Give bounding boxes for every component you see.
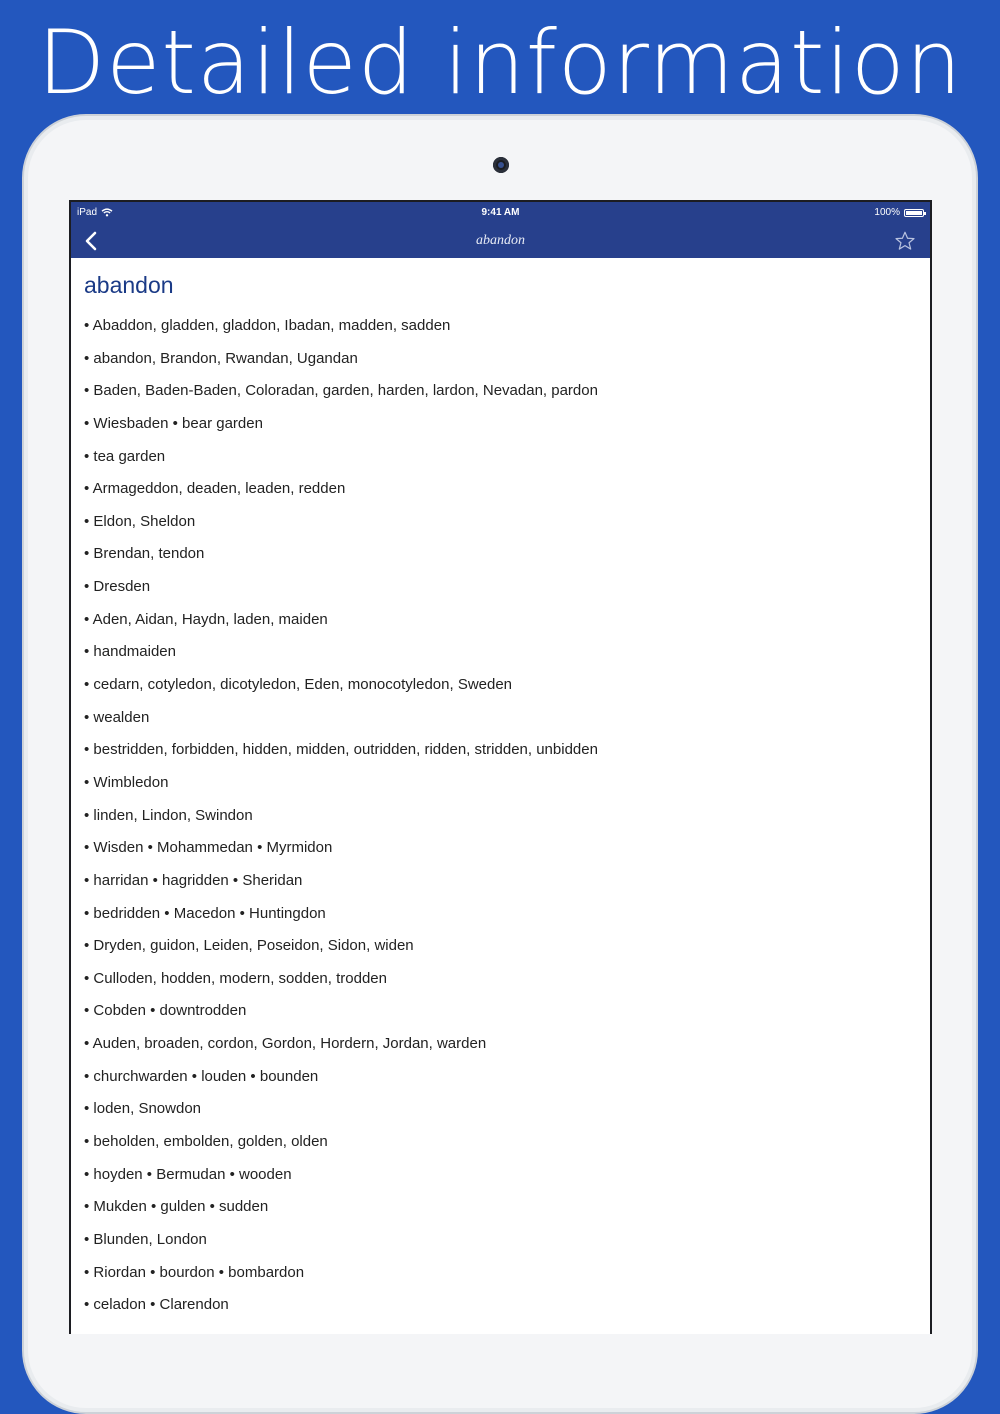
status-right xyxy=(874,207,924,218)
rhyme-item: • Blunden, London xyxy=(84,1230,207,1248)
status-time: 9:41 AM xyxy=(481,207,520,218)
rhyme-item: • Armageddon, deaden, leaden, redden xyxy=(84,480,346,498)
promo-headline: Detailed information xyxy=(37,11,963,114)
rhyme-item: • abandon, Brandon, Rwandan, Ugandan xyxy=(84,349,358,367)
navigation-bar xyxy=(71,224,930,258)
rhyme-item: • Cobden • downtrodden xyxy=(84,1002,247,1020)
rhyme-item: • celadon • Clarendon xyxy=(84,1296,229,1314)
rhyme-item: • tea garden xyxy=(84,447,166,465)
app-screen xyxy=(71,202,930,1334)
rhyme-item: • loden, Snowdon xyxy=(84,1100,202,1118)
ipad-screen xyxy=(69,200,932,1334)
rhyme-item: • Dresden xyxy=(84,578,151,596)
battery-percentage: 100% xyxy=(874,207,900,218)
rhyme-item: • Aden, Aidan, Haydn, laden, maiden xyxy=(84,610,328,628)
favorite-button[interactable] xyxy=(894,230,916,252)
entry-content xyxy=(84,258,910,1330)
battery-icon xyxy=(904,209,924,217)
rhyme-item: • bestridden, forbidden, hidden, midden, outridden, ridden, stridden, unbidden xyxy=(84,741,598,759)
entry-word: abandon xyxy=(84,272,174,298)
front-camera xyxy=(493,157,509,173)
rhyme-item: • Culloden, hodden, modern, sodden, trodden xyxy=(84,969,387,987)
rhyme-item: • Abaddon, gladden, gladdon, Ibadan, madden, sadden xyxy=(84,317,451,334)
rhyme-item: • Wiesbaden • bear garden xyxy=(84,414,263,432)
rhyme-item: • Brendan, tendon xyxy=(84,545,205,563)
rhyme-item: • hoyden • Bermudan • wooden xyxy=(84,1165,292,1183)
rhyme-item: • harridan • hagridden • Sheridan xyxy=(84,871,303,889)
rhyme-item: • handmaiden xyxy=(84,643,176,661)
rhyme-item: • Eldon, Sheldon xyxy=(84,512,196,530)
rhyme-item: • linden, Lindon, Swindon xyxy=(84,806,253,824)
rhyme-item: • Wisden • Mohammedan • Myrmidon xyxy=(84,839,333,857)
rhyme-item: • Mukden • gulden • sudden xyxy=(84,1198,269,1216)
rhyme-item: • Auden, broaden, cordon, Gordon, Hordern, Jordan, warden xyxy=(84,1035,487,1053)
rhymes-list xyxy=(84,318,910,1330)
status-bar xyxy=(71,202,930,224)
rhyme-item: • bedridden • Macedon • Huntingdon xyxy=(84,904,326,922)
rhyme-item: • cedarn, cotyledon, dicotyledon, Eden, monocotyledon, Sweden xyxy=(84,676,513,694)
rhyme-item: • Wimbledon xyxy=(84,773,169,791)
rhyme-item: • Dryden, guidon, Leiden, Poseidon, Sidon, widen xyxy=(84,937,414,955)
device-name: iPad xyxy=(77,207,98,218)
rhyme-item: • Riordan • bourdon • bombardon xyxy=(84,1263,305,1281)
rhyme-item: • wealden xyxy=(84,708,150,726)
rhyme-item: • Baden, Baden-Baden, Coloradan, garden, harden, lardon, Nevadan, pardon xyxy=(84,382,598,400)
rhyme-item: • churchwarden • louden • bounden xyxy=(84,1067,319,1085)
rhyme-item: • beholden, embolden, golden, olden xyxy=(84,1133,328,1151)
star-icon xyxy=(894,230,916,252)
nav-title: abandon xyxy=(476,233,525,248)
